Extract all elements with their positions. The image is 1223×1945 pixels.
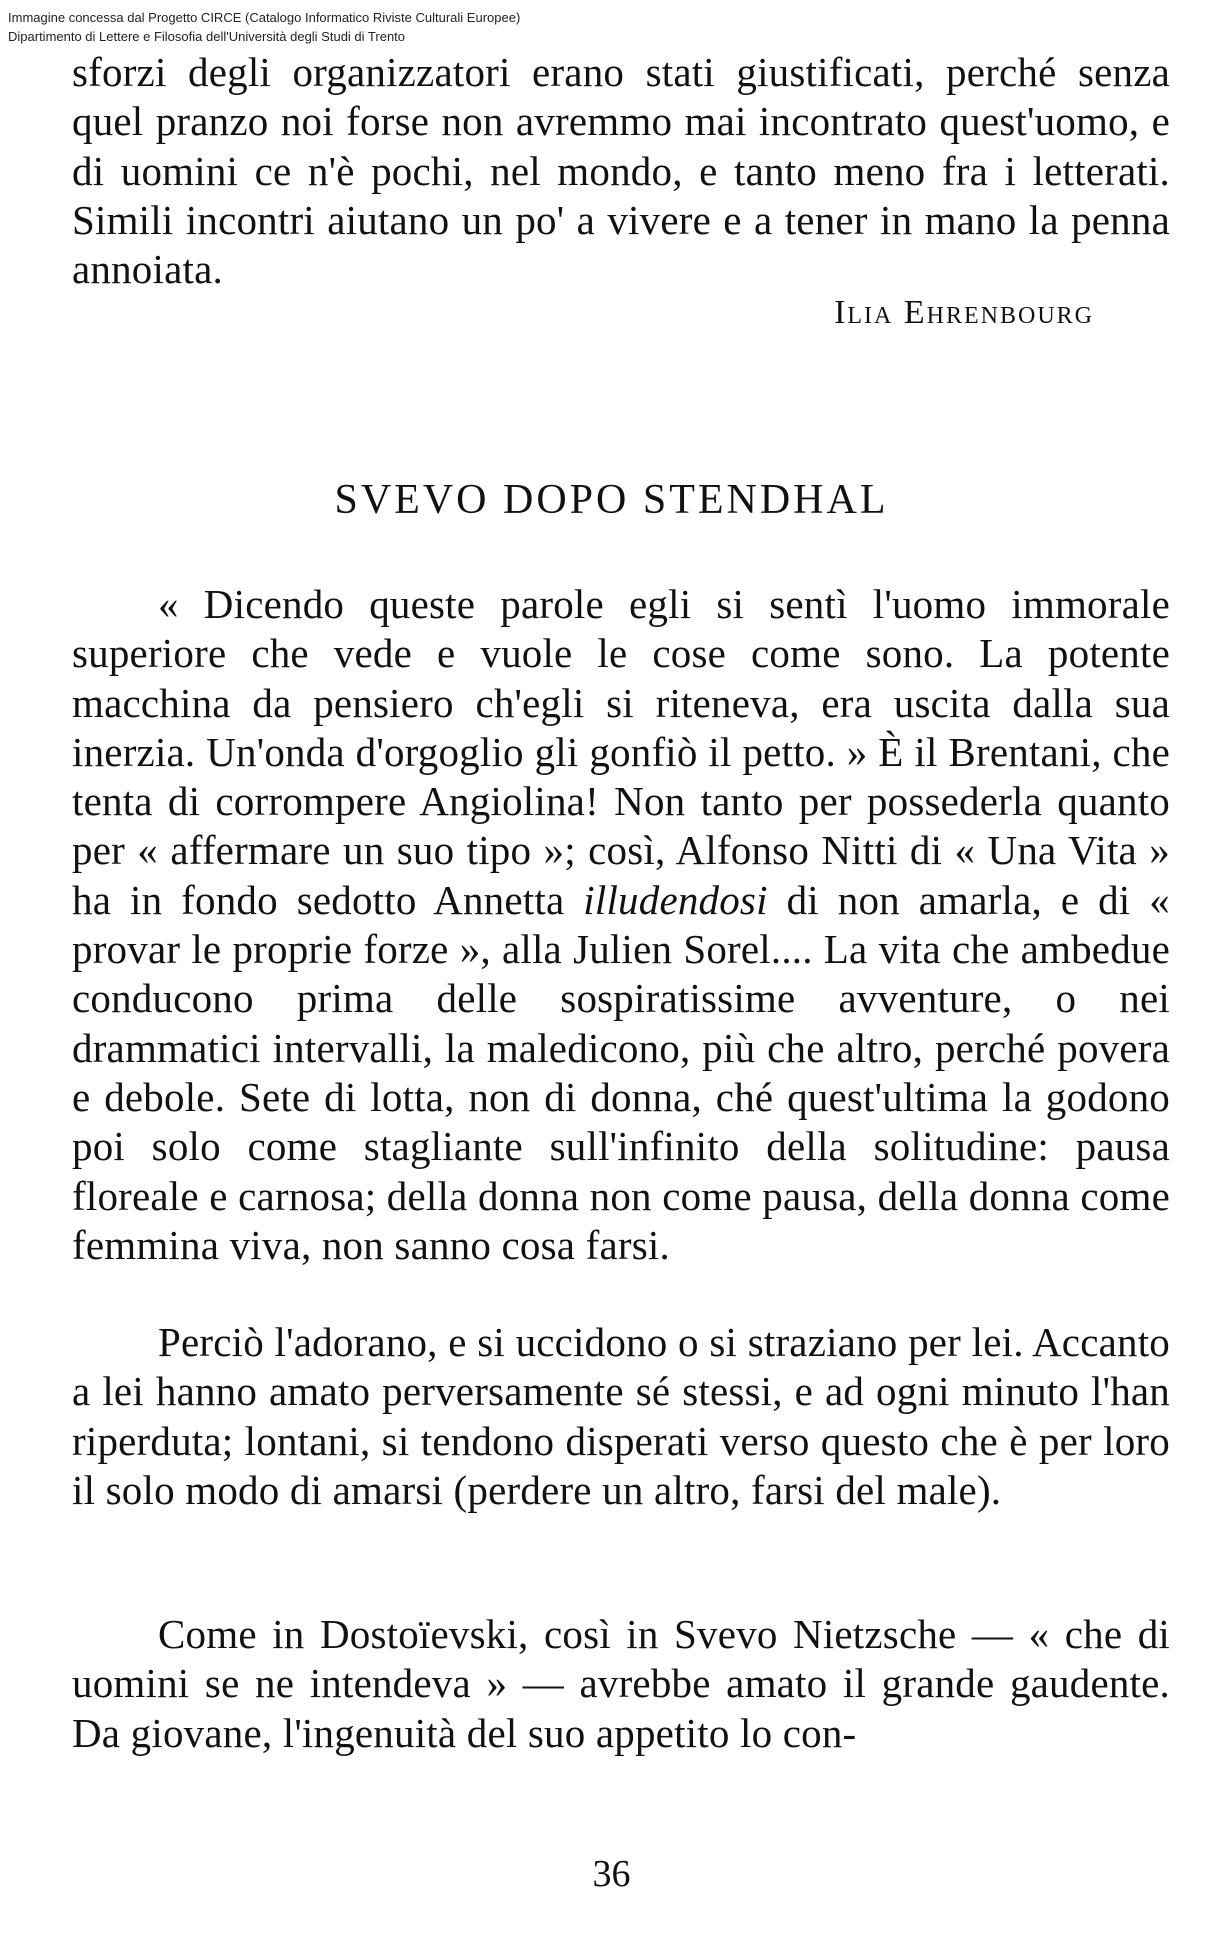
chapter-title: SVEVO DOPO STENDHAL — [334, 477, 889, 524]
watermark-line-1: Immagine concessa dal Progetto CIRCE (Catalogo Informatico Riviste Culturali Europee) — [8, 10, 521, 25]
page-number: 36 — [592, 1853, 631, 1895]
continued-paragraph: sforzi degli organizzatori erano stati giustificati, perché senza quel pranzo noi forse non avremmo mai incontrato quest'uomo, e di uomini ce n'è pochi, nel mondo, e tanto meno fra i letterati. Simili incontri aiutano un po' a vivere e a tener in mano la penna annoiata. — [72, 49, 1170, 293]
paragraph-1-italic-word: illudendosi — [583, 876, 768, 923]
body-paragraph-3: Come in Dostoïevski, così in Svevo Nietzsche — « che di uomini se ne intendeva » — avrebbe amato il grande gaudente. Da giovane, l'ingenuità del suo appetito lo con- — [72, 1611, 1170, 1756]
body-paragraph-1 — [72, 580, 1170, 1270]
author-signature: Ilia Ehrenbourg — [834, 294, 1094, 331]
paragraph-1-text-start: « Dicendo queste parole egli si sentì l'uomo immorale superiore che vede e vuole le cose come sono. La potente macchina da pensiero ch'egli si riteneva, era uscita dalla sua inerzia. Un'onda d'orgoglio gli gonfiò il petto. » È il Brentani, che tenta di corrompere Angiolina! Non tanto per possederla quanto per « affermare un suo tipo »; così, Alfonso Nitti di « Una Vita » ha in fondo sedotto Annetta — [72, 581, 1170, 923]
watermark-line-2: Dipartimento di Lettere e Filosofia dell'Università degli Studi di Trento — [8, 29, 406, 44]
archive-watermark — [8, 8, 520, 46]
paragraph-1-text-end: di non amarla, e di « provar le proprie forze », alla Julien Sorel.... La vita che ambedue conducono prima delle sospiratissime avventure, o nei drammatici intervalli, la maledicono, più che altro, perché povera e debole. Sete di lotta, non di donna, ché quest'ultima la godono poi solo come stagliante sull'infinito della solitudine: pausa floreale e carnosa; della donna non come pausa, della donna come femmina viva, non sanno cosa farsi. — [72, 876, 1170, 1268]
body-paragraph-2: Perciò l'adorano, e si uccidono o si straziano per lei. Accanto a lei hanno amato perversamente sé stessi, e ad ogni minuto l'han riperduta; lontani, si tendono disperati verso questo che è per loro il solo modo di amarsi (perdere un altro, farsi del male). — [72, 1319, 1170, 1513]
